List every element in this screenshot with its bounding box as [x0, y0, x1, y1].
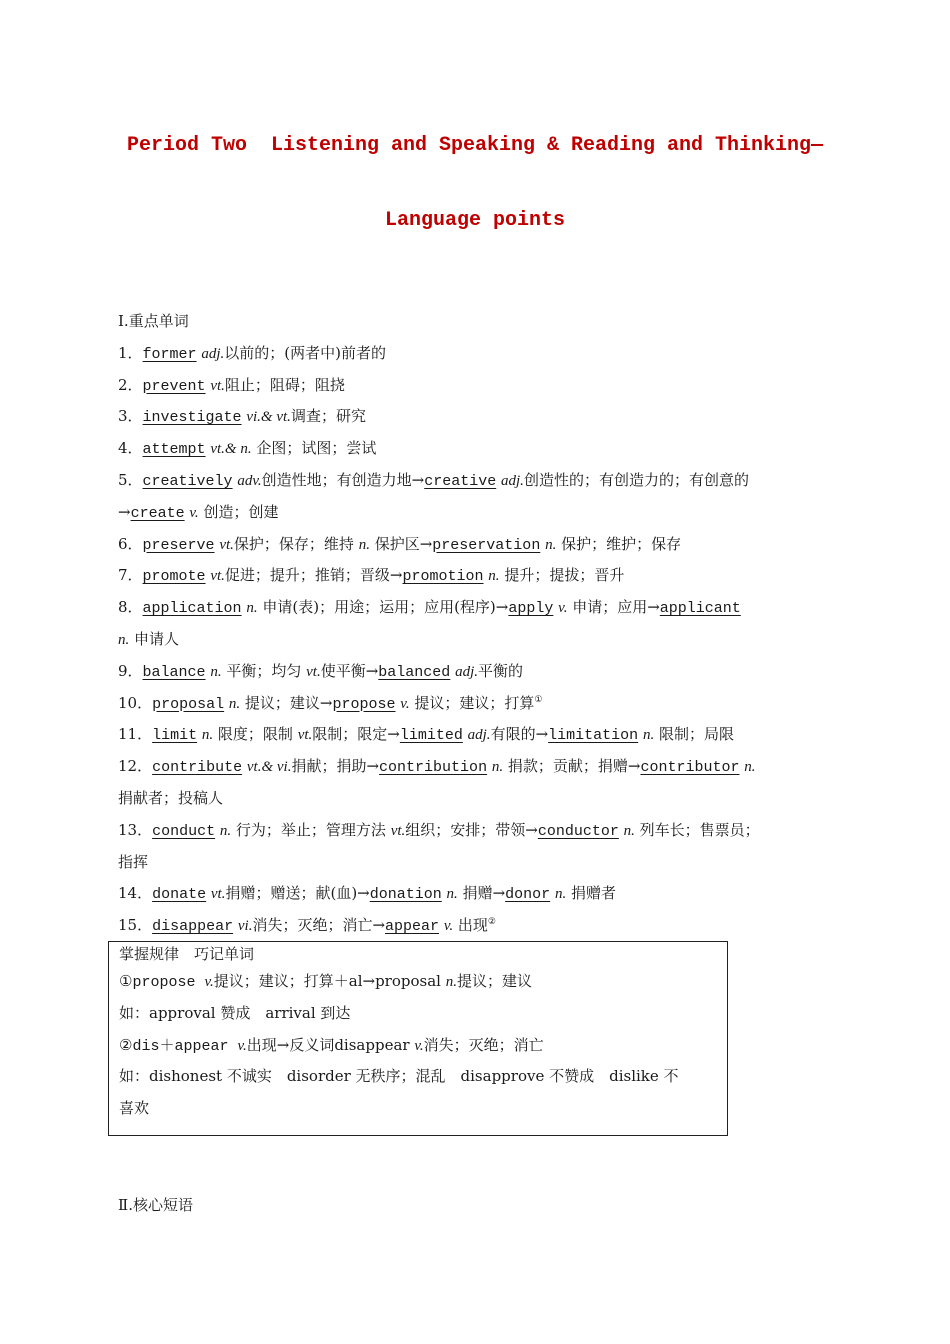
- definition: 组织；安排；带领→: [405, 820, 538, 839]
- definition: 阻止；阻碍；阻挠: [224, 375, 345, 394]
- definition: 消失；灭绝；消亡→: [252, 916, 386, 935]
- word-item: [118, 338, 838, 370]
- definition: 申请(表)；用途；运用；应用(程序)→: [257, 598, 509, 617]
- word-item: [118, 560, 838, 592]
- definition: 限制；限定→: [312, 725, 400, 744]
- part-of-speech: vt.: [390, 822, 406, 839]
- definition: 使平衡→: [320, 661, 379, 680]
- item-number: 6．: [118, 534, 143, 553]
- vocab-word-derived: contributor: [640, 759, 740, 777]
- vocab-word-derived: applicant: [659, 600, 741, 618]
- definition: 捐款；贡献；捐赠→: [503, 757, 641, 776]
- tip-line-4: 如：dishonest 不诚实 disorder 无秩序；混乱 disapprove 不赞成 dislike 不: [119, 1067, 679, 1086]
- vocab-word-derived: propose: [332, 695, 396, 713]
- word-item-continued: [118, 783, 838, 815]
- tip-heading: 掌握规律 巧记单词: [119, 945, 255, 963]
- word-item: [118, 656, 838, 688]
- word-item: [118, 751, 838, 783]
- part-of-speech: vt.: [210, 568, 225, 585]
- definition: 捐献者；投稿人: [118, 788, 224, 807]
- vocab-word: donate: [152, 886, 207, 904]
- item-number: 7．: [118, 566, 143, 585]
- part-of-speech: v.: [204, 974, 214, 990]
- part-of-speech: n.: [445, 974, 457, 990]
- word-item-continued: [118, 624, 838, 656]
- part-of-speech: n.: [118, 631, 130, 648]
- part-of-speech: n.: [491, 759, 504, 776]
- vocab-word-derived: donation: [369, 886, 442, 904]
- word-item: [118, 529, 838, 561]
- part-of-speech: n.: [201, 727, 214, 744]
- definition: 有限的→: [490, 725, 549, 744]
- section-heading-core-phrases: Ⅱ.核心短语: [118, 1196, 193, 1214]
- part-of-speech: vt.& n.: [210, 441, 252, 458]
- item-number: 9．: [118, 661, 143, 680]
- definition: 创造；创建: [198, 502, 279, 521]
- word-item: [118, 878, 838, 910]
- vocab-word-derived: creative: [424, 472, 497, 490]
- item-number: 15．: [118, 916, 153, 935]
- definition: 限制；局限: [654, 725, 734, 744]
- part-of-speech: v.: [443, 918, 454, 935]
- item-number: 11．: [118, 725, 153, 744]
- part-of-speech: adj.: [455, 663, 479, 680]
- part-of-speech: vt.: [306, 663, 321, 680]
- key-words-section: [118, 306, 838, 942]
- part-of-speech: n.: [744, 759, 756, 776]
- definition: 捐赠→: [457, 884, 506, 903]
- part-of-speech: n.: [228, 695, 241, 712]
- definition: 指挥: [118, 852, 149, 871]
- footnote-marker: ①: [534, 694, 543, 705]
- part-of-speech: vt.: [210, 886, 226, 903]
- vocab-word: creatively: [142, 472, 233, 490]
- definition: 出现: [453, 916, 488, 935]
- part-of-speech: n.: [246, 600, 258, 617]
- vocab-word: balance: [142, 663, 206, 681]
- vocab-word-derived: contribution: [379, 759, 488, 777]
- definition: 保护区→: [369, 534, 433, 553]
- part-of-speech: n.: [446, 886, 458, 903]
- part-of-speech: n.: [642, 727, 655, 744]
- vocab-word: conduct: [152, 822, 216, 840]
- vocab-word-derived: conductor: [537, 822, 619, 840]
- definition: 捐赠者: [566, 884, 616, 903]
- arrow: →: [118, 502, 131, 521]
- vocab-word-derived: appear: [385, 918, 440, 936]
- part-of-speech: n.: [358, 536, 370, 553]
- definition: 限度；限制: [213, 725, 298, 744]
- part-of-speech: vt.& vi.: [246, 759, 292, 776]
- part-of-speech: v.: [414, 1037, 424, 1054]
- part-of-speech: n.: [545, 536, 557, 553]
- vocab-word: attempt: [142, 441, 206, 459]
- part-of-speech: v.: [400, 695, 410, 712]
- vocab-word: prevent: [142, 377, 206, 395]
- definition: 捐赠；赠送；献(血)→: [225, 884, 370, 903]
- definition: 提议；建议；打算: [409, 693, 535, 712]
- definition: 企图；试图；尝试: [251, 439, 377, 458]
- item-number: 8．: [118, 598, 143, 617]
- part-of-speech: n.: [623, 822, 635, 839]
- vocab-word: promote: [142, 568, 206, 586]
- item-number: 14．: [118, 884, 153, 903]
- vocab-word: disappear: [152, 918, 234, 936]
- item-number: 3．: [118, 407, 143, 426]
- vocab-word-derived: balanced: [378, 663, 451, 681]
- part-of-speech: vt.: [219, 536, 234, 553]
- definition: 创造性的；有创造力的；有创意的: [523, 470, 749, 489]
- word-item: [118, 719, 838, 751]
- part-of-speech: adj.: [467, 727, 491, 744]
- definition: 行为；举止；管理方法: [231, 820, 391, 839]
- word-item: [118, 401, 838, 433]
- word-item: [118, 910, 838, 942]
- definition: 保护；维护；保存: [556, 534, 682, 553]
- definition: 平衡的: [478, 661, 524, 680]
- part-of-speech: v.: [558, 600, 568, 617]
- section-heading-key-words: Ⅰ.重点单词: [118, 312, 189, 330]
- definition: 列车长；售票员；: [634, 820, 760, 839]
- tip-text: 出现→反义词disappear: [246, 1035, 415, 1054]
- tip-line-5: 喜欢: [119, 1099, 150, 1118]
- part-of-speech: n.: [210, 663, 222, 680]
- definition: 提议；建议→: [240, 693, 333, 712]
- part-of-speech: v.: [237, 1037, 247, 1054]
- vocab-word: investigate: [142, 409, 242, 427]
- definition: 捐献；捐助→: [291, 757, 380, 776]
- vocab-word: proposal: [152, 695, 225, 713]
- vocab-word-derived: promotion: [402, 568, 484, 586]
- vocab-word: contribute: [152, 759, 243, 777]
- definition: 提升；提拔；晋升: [499, 566, 625, 585]
- vocab-word-derived: limited: [399, 727, 463, 745]
- part-of-speech: adj.: [501, 472, 524, 489]
- vocab-word: application: [142, 600, 242, 618]
- item-number: 1．: [118, 343, 143, 362]
- vocab-word-derived: apply: [508, 600, 554, 618]
- vocab-word-derived: preservation: [432, 536, 541, 554]
- word-item: [118, 433, 838, 465]
- item-number: 12．: [118, 757, 153, 776]
- tip-text: ②dis＋appear: [119, 1037, 238, 1055]
- word-item-continued: [118, 497, 838, 529]
- definition: 保护；保存；维持: [233, 534, 359, 553]
- tip-line-2: 如：approval 赞成 arrival 到达: [119, 1003, 351, 1022]
- definition: 促进；提升；推销；晋级→: [224, 566, 403, 585]
- word-item: [118, 688, 838, 720]
- word-item: [118, 370, 838, 402]
- footnote-marker: ②: [487, 917, 496, 928]
- tip-line-1: [119, 966, 717, 998]
- word-item: [118, 592, 838, 624]
- word-item: [118, 815, 838, 847]
- definition: 平衡；均匀: [221, 661, 307, 680]
- item-number: 4．: [118, 439, 143, 458]
- word-item-continued: [118, 847, 838, 879]
- vocab-word: preserve: [142, 536, 215, 554]
- item-number: 5．: [118, 470, 143, 489]
- vocab-word: former: [142, 345, 197, 363]
- page-title-line-1: Period Two Listening and Speaking & Reading and Thinking—: [126, 134, 824, 157]
- definition: 申请人: [129, 629, 180, 648]
- tip-text: ①propose: [119, 974, 205, 991]
- item-number: 13．: [118, 820, 153, 839]
- part-of-speech: vi.: [237, 918, 253, 935]
- part-of-speech: vt.: [297, 727, 313, 744]
- part-of-speech: v.: [189, 504, 199, 521]
- definition: 创造性地；有创造力地→: [261, 470, 425, 489]
- item-number: 10．: [118, 693, 153, 712]
- vocab-word: limit: [152, 727, 198, 745]
- item-number: 2．: [118, 375, 143, 394]
- memory-tip-box: [108, 941, 728, 1136]
- part-of-speech: vi.& vt.: [246, 409, 291, 426]
- definition: 以前的；(两者中)前者的: [224, 343, 386, 362]
- definition: 调查；研究: [290, 407, 366, 426]
- page-title-line-2: Language points: [384, 209, 566, 232]
- vocab-word-derived: donor: [505, 886, 551, 904]
- definition: 申请；应用→: [567, 598, 660, 617]
- part-of-speech: n.: [488, 568, 500, 585]
- vocab-word-derived: limitation: [548, 727, 639, 745]
- part-of-speech: adj.: [201, 345, 225, 362]
- word-item: [118, 465, 838, 497]
- part-of-speech: vt.: [210, 377, 225, 394]
- vocab-word-derived: create: [130, 504, 185, 522]
- tip-text: 消失；灭绝；消亡: [423, 1035, 544, 1054]
- tip-text: 提议；建议: [456, 972, 532, 990]
- tip-text: 提议；建议；打算＋al→proposal: [213, 972, 446, 990]
- tip-line-3: [119, 1030, 717, 1062]
- part-of-speech: n.: [219, 822, 232, 839]
- part-of-speech: n.: [554, 886, 567, 903]
- part-of-speech: adv.: [237, 472, 262, 489]
